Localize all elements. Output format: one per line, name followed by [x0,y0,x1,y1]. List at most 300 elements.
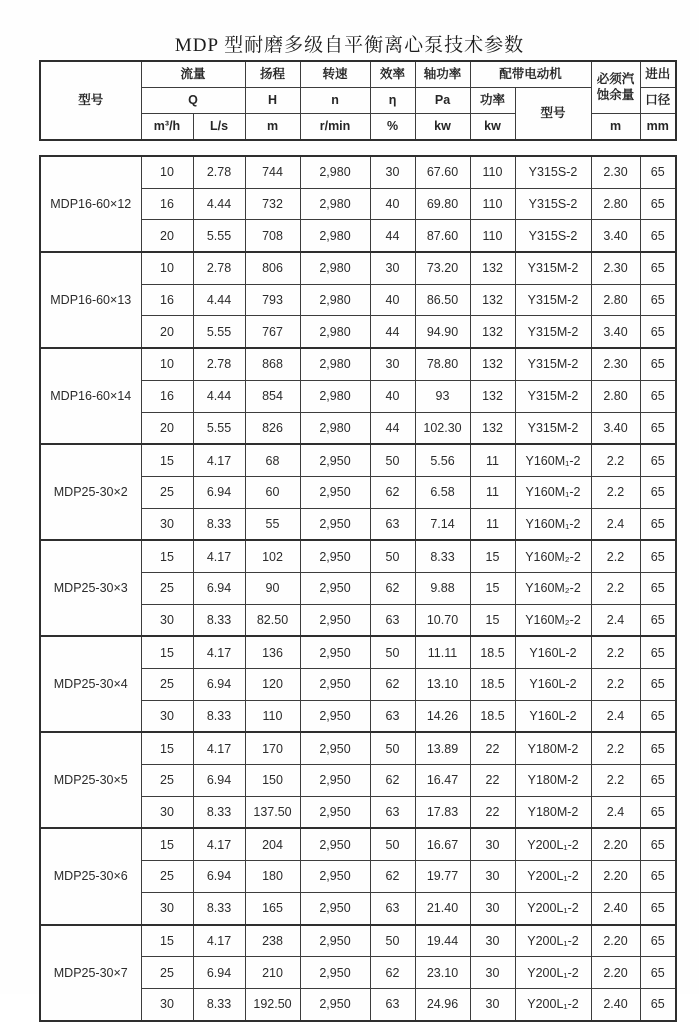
col-header-flow: 流量 [141,61,245,88]
npsh-m: 2.20 [591,925,640,957]
motor-power-kw: 30 [470,892,515,924]
shaft-power-kw: 93 [415,380,470,412]
port-diameter-mm: 65 [640,765,676,797]
table-row [40,732,676,764]
shaft-power-kw: 5.56 [415,444,470,476]
head-m: 793 [245,284,300,316]
motor-power-kw: 11 [470,508,515,540]
port-diameter-mm: 65 [640,988,676,1020]
pump-model: MDP16-60×14 [40,348,141,444]
flow-m3h: 30 [141,700,193,732]
shaft-power-kw: 16.47 [415,765,470,797]
head-m: 744 [245,156,300,188]
port-diameter-mm: 65 [640,380,676,412]
motor-model: Y200L₁-2 [515,925,591,957]
port-diameter-mm: 65 [640,508,676,540]
flow-m3h: 15 [141,925,193,957]
flow-m3h: 20 [141,316,193,348]
motor-power-kw: 30 [470,828,515,860]
flow-ls: 5.55 [193,220,245,252]
head-m: 60 [245,476,300,508]
head-m: 826 [245,412,300,444]
motor-model: Y160L-2 [515,700,591,732]
flow-ls: 2.78 [193,348,245,380]
npsh-m: 2.20 [591,957,640,989]
efficiency-pct: 63 [370,700,415,732]
head-m: 137.50 [245,796,300,828]
port-diameter-mm: 65 [640,892,676,924]
port-diameter-mm: 65 [640,572,676,604]
motor-model: Y180M-2 [515,765,591,797]
shaft-power-kw: 10.70 [415,604,470,636]
head-m: 165 [245,892,300,924]
npsh-m: 2.20 [591,861,640,893]
speed-rpm: 2,950 [300,572,370,604]
flow-m3h: 15 [141,732,193,764]
motor-power-kw: 30 [470,861,515,893]
npsh-m: 2.4 [591,604,640,636]
motor-power-kw: 18.5 [470,636,515,668]
motor-model: Y160L-2 [515,669,591,701]
col-header-flow-symbol: Q [141,88,245,114]
port-diameter-mm: 65 [640,444,676,476]
flow-m3h: 30 [141,892,193,924]
shaft-power-kw: 6.58 [415,476,470,508]
motor-model: Y180M-2 [515,732,591,764]
col-header-shaft-power: 轴功率 [415,61,470,88]
flow-ls: 6.94 [193,765,245,797]
col-header-port-line2: 口径 [640,88,676,114]
motor-model: Y180M-2 [515,796,591,828]
motor-model: Y200L₁-2 [515,988,591,1020]
flow-ls: 6.94 [193,476,245,508]
unit-flow-m3h: m³/h [141,114,193,141]
port-diameter-mm: 65 [640,284,676,316]
npsh-m: 2.30 [591,252,640,284]
port-diameter-mm: 65 [640,220,676,252]
npsh-m: 2.2 [591,476,640,508]
table-row [40,444,676,476]
efficiency-pct: 44 [370,316,415,348]
motor-power-kw: 110 [470,188,515,220]
col-header-motor-group: 配带电动机 [470,61,591,88]
head-m: 55 [245,508,300,540]
flow-ls: 4.17 [193,732,245,764]
port-diameter-mm: 65 [640,188,676,220]
motor-power-kw: 15 [470,604,515,636]
motor-power-kw: 110 [470,220,515,252]
shaft-power-kw: 102.30 [415,412,470,444]
motor-power-kw: 30 [470,925,515,957]
port-diameter-mm: 65 [640,156,676,188]
motor-model: Y315M-2 [515,348,591,380]
shaft-power-kw: 24.96 [415,988,470,1020]
flow-m3h: 30 [141,508,193,540]
npsh-m: 2.40 [591,988,640,1020]
shaft-power-kw: 73.20 [415,252,470,284]
spec-table-body [39,155,677,1022]
flow-m3h: 10 [141,156,193,188]
npsh-m: 2.2 [591,572,640,604]
head-m: 102 [245,540,300,572]
flow-ls: 4.17 [193,636,245,668]
speed-rpm: 2,950 [300,925,370,957]
efficiency-pct: 63 [370,508,415,540]
npsh-m: 2.2 [591,636,640,668]
motor-model: Y160M₂-2 [515,604,591,636]
npsh-m: 2.80 [591,284,640,316]
motor-power-kw: 22 [470,765,515,797]
head-m: 150 [245,765,300,797]
pump-model: MDP16-60×13 [40,252,141,348]
efficiency-pct: 40 [370,284,415,316]
flow-ls: 4.17 [193,925,245,957]
shaft-power-kw: 7.14 [415,508,470,540]
port-diameter-mm: 65 [640,957,676,989]
port-diameter-mm: 65 [640,732,676,764]
motor-power-kw: 18.5 [470,669,515,701]
npsh-m: 3.40 [591,220,640,252]
efficiency-pct: 30 [370,348,415,380]
flow-ls: 5.55 [193,412,245,444]
npsh-m: 2.20 [591,828,640,860]
motor-model: Y315M-2 [515,380,591,412]
efficiency-pct: 62 [370,476,415,508]
col-header-efficiency-symbol: η [370,88,415,114]
npsh-m: 2.2 [591,540,640,572]
pump-model: MDP25-30×6 [40,828,141,924]
shaft-power-kw: 17.83 [415,796,470,828]
head-m: 82.50 [245,604,300,636]
col-header-npsh: 必须汽蚀余量 [591,61,640,114]
head-m: 170 [245,732,300,764]
shaft-power-kw: 94.90 [415,316,470,348]
flow-m3h: 15 [141,540,193,572]
shaft-power-kw: 78.80 [415,348,470,380]
motor-power-kw: 15 [470,540,515,572]
motor-power-kw: 132 [470,412,515,444]
speed-rpm: 2,950 [300,508,370,540]
flow-ls: 8.33 [193,988,245,1020]
port-diameter-mm: 65 [640,828,676,860]
motor-model: Y315M-2 [515,412,591,444]
speed-rpm: 2,950 [300,476,370,508]
table-row [40,540,676,572]
flow-m3h: 30 [141,988,193,1020]
motor-model: Y160M₂-2 [515,572,591,604]
flow-ls: 8.33 [193,700,245,732]
efficiency-pct: 63 [370,796,415,828]
table-row [40,348,676,380]
efficiency-pct: 50 [370,540,415,572]
speed-rpm: 2,950 [300,636,370,668]
motor-power-kw: 110 [470,156,515,188]
head-m: 110 [245,700,300,732]
flow-ls: 8.33 [193,892,245,924]
shaft-power-kw: 69.80 [415,188,470,220]
flow-ls: 2.78 [193,252,245,284]
port-diameter-mm: 65 [640,636,676,668]
speed-rpm: 2,980 [300,156,370,188]
speed-rpm: 2,980 [300,380,370,412]
motor-power-kw: 11 [470,444,515,476]
flow-ls: 8.33 [193,508,245,540]
shaft-power-kw: 14.26 [415,700,470,732]
head-m: 708 [245,220,300,252]
flow-ls: 6.94 [193,861,245,893]
flow-m3h: 25 [141,957,193,989]
head-m: 136 [245,636,300,668]
npsh-m: 2.4 [591,508,640,540]
table-row [40,252,676,284]
efficiency-pct: 40 [370,380,415,412]
npsh-m: 3.40 [591,316,640,348]
motor-model: Y200L₁-2 [515,828,591,860]
motor-model: Y315S-2 [515,188,591,220]
motor-power-kw: 11 [470,476,515,508]
head-m: 204 [245,828,300,860]
speed-rpm: 2,950 [300,604,370,636]
efficiency-pct: 62 [370,765,415,797]
flow-m3h: 10 [141,252,193,284]
npsh-m: 2.4 [591,796,640,828]
speed-rpm: 2,950 [300,765,370,797]
efficiency-pct: 50 [370,732,415,764]
shaft-power-kw: 67.60 [415,156,470,188]
head-m: 68 [245,444,300,476]
motor-model: Y160M₁-2 [515,508,591,540]
shaft-power-kw: 11.11 [415,636,470,668]
flow-m3h: 10 [141,348,193,380]
motor-model: Y200L₁-2 [515,861,591,893]
port-diameter-mm: 65 [640,604,676,636]
unit-flow-ls: L/s [193,114,245,141]
table-row [40,828,676,860]
pump-model: MDP25-30×5 [40,732,141,828]
motor-power-kw: 18.5 [470,700,515,732]
shaft-power-kw: 13.89 [415,732,470,764]
shaft-power-kw: 16.67 [415,828,470,860]
flow-m3h: 25 [141,476,193,508]
port-diameter-mm: 65 [640,412,676,444]
flow-ls: 5.55 [193,316,245,348]
port-diameter-mm: 65 [640,796,676,828]
port-diameter-mm: 65 [640,669,676,701]
head-m: 90 [245,572,300,604]
port-diameter-mm: 65 [640,316,676,348]
col-header-speed-symbol: n [300,88,370,114]
head-m: 120 [245,669,300,701]
motor-model: Y315S-2 [515,156,591,188]
shaft-power-kw: 23.10 [415,957,470,989]
unit-shaft-power: kw [415,114,470,141]
head-m: 192.50 [245,988,300,1020]
efficiency-pct: 63 [370,604,415,636]
col-header-model: 型号 [40,61,141,140]
motor-power-kw: 132 [470,316,515,348]
speed-rpm: 2,950 [300,540,370,572]
col-header-head-symbol: H [245,88,300,114]
unit-head: m [245,114,300,141]
motor-model: Y160M₂-2 [515,540,591,572]
flow-ls: 4.44 [193,284,245,316]
flow-ls: 6.94 [193,572,245,604]
motor-model: Y160M₁-2 [515,476,591,508]
flow-m3h: 25 [141,669,193,701]
head-m: 210 [245,957,300,989]
flow-m3h: 15 [141,828,193,860]
col-header-speed: 转速 [300,61,370,88]
pump-model: MDP25-30×4 [40,636,141,732]
flow-m3h: 16 [141,284,193,316]
port-diameter-mm: 65 [640,252,676,284]
table-row [40,156,676,188]
npsh-m: 3.40 [591,412,640,444]
pump-model: MDP16-60×12 [40,156,141,252]
flow-ls: 8.33 [193,796,245,828]
head-m: 180 [245,861,300,893]
head-m: 732 [245,188,300,220]
speed-rpm: 2,980 [300,220,370,252]
motor-model: Y200L₁-2 [515,957,591,989]
npsh-m: 2.80 [591,380,640,412]
motor-model: Y200L₁-2 [515,892,591,924]
head-m: 238 [245,925,300,957]
header-row-1 [40,61,676,88]
flow-ls: 4.17 [193,444,245,476]
npsh-m: 2.2 [591,765,640,797]
efficiency-pct: 50 [370,636,415,668]
efficiency-pct: 63 [370,988,415,1020]
speed-rpm: 2,950 [300,444,370,476]
speed-rpm: 2,950 [300,892,370,924]
spec-table-header [39,60,677,141]
efficiency-pct: 50 [370,828,415,860]
efficiency-pct: 30 [370,156,415,188]
head-m: 806 [245,252,300,284]
port-diameter-mm: 65 [640,540,676,572]
table-row [40,636,676,668]
unit-port-diameter: mm [640,114,676,141]
unit-npsh: m [591,114,640,141]
efficiency-pct: 62 [370,669,415,701]
flow-m3h: 16 [141,188,193,220]
shaft-power-kw: 19.44 [415,925,470,957]
speed-rpm: 2,950 [300,796,370,828]
motor-model: Y315M-2 [515,316,591,348]
pump-model: MDP25-30×2 [40,444,141,540]
col-header-head: 扬程 [245,61,300,88]
head-m: 854 [245,380,300,412]
port-diameter-mm: 65 [640,700,676,732]
flow-m3h: 25 [141,861,193,893]
npsh-m: 2.40 [591,892,640,924]
speed-rpm: 2,980 [300,316,370,348]
efficiency-pct: 30 [370,252,415,284]
shaft-power-kw: 87.60 [415,220,470,252]
shaft-power-kw: 13.10 [415,669,470,701]
shaft-power-kw: 9.88 [415,572,470,604]
npsh-m: 2.30 [591,156,640,188]
speed-rpm: 2,950 [300,861,370,893]
col-header-motor-model: 型号 [515,88,591,141]
speed-rpm: 2,950 [300,732,370,764]
flow-m3h: 25 [141,572,193,604]
npsh-m: 2.2 [591,669,640,701]
shaft-power-kw: 21.40 [415,892,470,924]
flow-m3h: 15 [141,444,193,476]
motor-power-kw: 132 [470,348,515,380]
shaft-power-kw: 8.33 [415,540,470,572]
flow-ls: 8.33 [193,604,245,636]
motor-power-kw: 30 [470,957,515,989]
table-row [40,925,676,957]
port-diameter-mm: 65 [640,476,676,508]
flow-ls: 4.44 [193,188,245,220]
flow-m3h: 30 [141,604,193,636]
speed-rpm: 2,980 [300,252,370,284]
npsh-m: 2.2 [591,732,640,764]
flow-ls: 4.17 [193,828,245,860]
flow-ls: 4.17 [193,540,245,572]
flow-m3h: 30 [141,796,193,828]
motor-power-kw: 132 [470,284,515,316]
col-header-motor-power: 功率 [470,88,515,114]
motor-model: Y160M₁-2 [515,444,591,476]
col-header-shaft-power-symbol: Pa [415,88,470,114]
flow-ls: 6.94 [193,669,245,701]
speed-rpm: 2,950 [300,957,370,989]
flow-m3h: 20 [141,412,193,444]
motor-power-kw: 15 [470,572,515,604]
flow-m3h: 15 [141,636,193,668]
npsh-m: 2.2 [591,444,640,476]
col-header-port-line1: 进出 [640,61,676,88]
motor-model: Y315S-2 [515,220,591,252]
efficiency-pct: 63 [370,892,415,924]
unit-efficiency: % [370,114,415,141]
flow-ls: 4.44 [193,380,245,412]
efficiency-pct: 40 [370,188,415,220]
motor-power-kw: 132 [470,380,515,412]
head-m: 767 [245,316,300,348]
shaft-power-kw: 19.77 [415,861,470,893]
speed-rpm: 2,950 [300,700,370,732]
motor-model: Y160L-2 [515,636,591,668]
flow-m3h: 25 [141,765,193,797]
port-diameter-mm: 65 [640,861,676,893]
flow-m3h: 20 [141,220,193,252]
speed-rpm: 2,950 [300,669,370,701]
flow-m3h: 16 [141,380,193,412]
unit-motor-power: kw [470,114,515,141]
flow-ls: 2.78 [193,156,245,188]
speed-rpm: 2,980 [300,348,370,380]
port-diameter-mm: 65 [640,348,676,380]
motor-power-kw: 30 [470,988,515,1020]
motor-power-kw: 22 [470,796,515,828]
motor-model: Y315M-2 [515,284,591,316]
table-body [40,156,676,1021]
head-m: 868 [245,348,300,380]
efficiency-pct: 44 [370,220,415,252]
pump-model: MDP25-30×7 [40,925,141,1021]
motor-power-kw: 22 [470,732,515,764]
motor-power-kw: 132 [470,252,515,284]
efficiency-pct: 50 [370,925,415,957]
speed-rpm: 2,950 [300,828,370,860]
npsh-m: 2.30 [591,348,640,380]
